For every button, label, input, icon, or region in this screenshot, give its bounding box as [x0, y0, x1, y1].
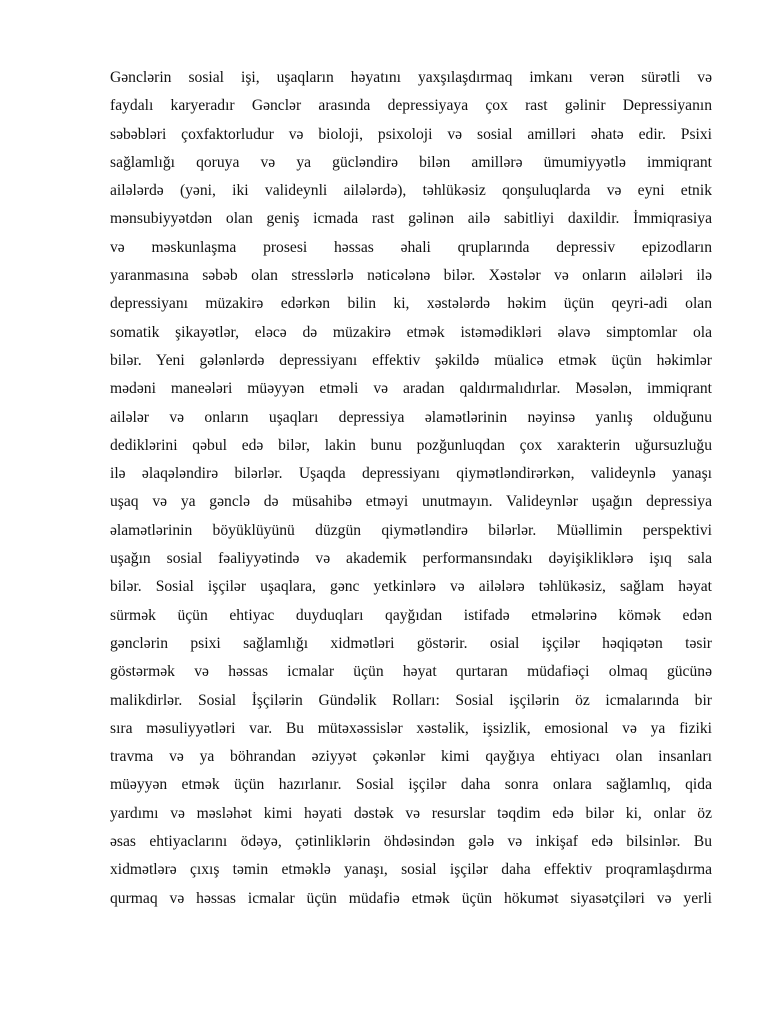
body-paragraph: [110, 64, 712, 913]
text-line: əsas ehtiyaclarını ödəyə, çətinliklərin öhdəsindən gələ və inkişaf edə bilsinlər. Bu: [110, 833, 712, 851]
text-line: ailələr və onların uşaqları depressiya əlamətlərinin nəyinsə yanlış olduğunu: [110, 408, 712, 426]
text-line: somatik şikayətlər, eləcə də müzakirə etmək istəmədikləri əlavə simptomlar ola: [110, 323, 712, 341]
text-line: əlamətlərinin böyüklüyünü düzgün qiymətləndirə bilərlər. Müəllimin perspektivi: [110, 521, 712, 539]
text-line: dediklərini qəbul edə bilər, lakin bunu pozğunluqdan çox xarakterin uğursuzluğu: [110, 436, 712, 454]
text-line: müəyyən etmək üçün hazırlanır. Sosial işçilər daha sonra onlara sağlamlıq, qida: [110, 776, 712, 794]
text-line: malikdirlər. Sosial İşçilərin Gündəlik Rolları: Sosial işçilərin öz icmalarında bir: [110, 691, 712, 709]
text-line: mənsubiyyətdən olan geniş icmada rast gəlinən ailə sabitliyi daxildir. İmmiqrasiya: [110, 210, 712, 228]
text-line: göstərmək və həssas icmalar üçün həyat qurtaran müdafiəçi olmaq gücünə: [110, 663, 712, 681]
text-line: ailələrdə (yəni, iki valideynli ailələrdə), təhlükəsiz qonşuluqlarda və eyni etnik: [110, 182, 712, 200]
text-line: və məskunlaşma prosesi həssas əhali qruplarında depressiv epizodların: [110, 238, 712, 256]
text-line: sıra məsuliyyətləri var. Bu mütəxəssislər xəstəlik, işsizlik, emosional və ya fiziki: [110, 719, 712, 737]
text-line: bilər. Yeni gələnlərdə depressiyanı effektiv şəkildə müalicə etmək üçün həkimlər: [110, 351, 712, 369]
text-line: yardımı və məsləhət kimi həyati dəstək və resurslar təqdim edə bilər ki, onlar öz: [110, 804, 712, 822]
text-line: uşağın sosial fəaliyyətində və akademik performansındakı dəyişikliklərə işıq sala: [110, 550, 712, 568]
text-line: travma və ya böhrandan əziyyət çəkənlər kimi qayğıya ehtiyacı olan insanları: [110, 748, 712, 766]
text-line: xidmətlərə çıxış təmin etməklə yanaşı, sosial işçilər daha effektiv proqramlaşdırma: [110, 861, 712, 879]
text-line: səbəbləri çoxfaktorludur və bioloji, psixoloji və sosial amilləri əhatə edir. Psixi: [110, 125, 712, 143]
text-line: gənclərin psixi sağlamlığı xidmətləri göstərir. osial işçilər həqiqətən təsir: [110, 634, 712, 652]
text-line: qurmaq və həssas icmalar üçün müdafiə etmək üçün hökumət siyasətçiləri və yerli: [110, 889, 712, 907]
text-line: Gənclərin sosial işi, uşaqların həyatını yaxşılaşdırmaq imkanı verən sürətli və: [110, 69, 712, 86]
text-line: bilər. Sosial işçilər uşaqlara, gənc yetkinlərə və ailələrə təhlükəsiz, sağlam həyat: [110, 578, 712, 596]
text-line: depressiyanı müzakirə edərkən bilin ki, xəstələrdə həkim üçün qeyri-adi olan: [110, 295, 712, 313]
text-line: yaranmasına səbəb olan stresslərlə nəticələnə bilər. Xəstələr və onların ailələri ilə: [110, 267, 712, 285]
text-line: sağlamlığı qoruya və ya gücləndirə bilən amillərə ümumiyyətlə immiqrant: [110, 153, 712, 171]
text-line: ilə əlaqələndirə bilərlər. Uşaqda depressiyanı qiymətləndirərkən, valideynlə yanaşı: [110, 465, 712, 483]
text-line: sürmək üçün ehtiyac duyduqları qayğıdan istifadə etmələrinə kömək edən: [110, 606, 712, 624]
text-line: uşaq və ya gənclə də müsahibə etməyi unutmayın. Valideynlər uşağın depressiya: [110, 493, 712, 511]
text-line: faydalı karyeradır Gənclər arasında depressiyaya çox rast gəlinir Depressiyanın: [110, 97, 712, 115]
text-line: mədəni maneələri müəyyən etməli və aradan qaldırmalıdırlar. Məsələn, immiqrant: [110, 380, 712, 398]
